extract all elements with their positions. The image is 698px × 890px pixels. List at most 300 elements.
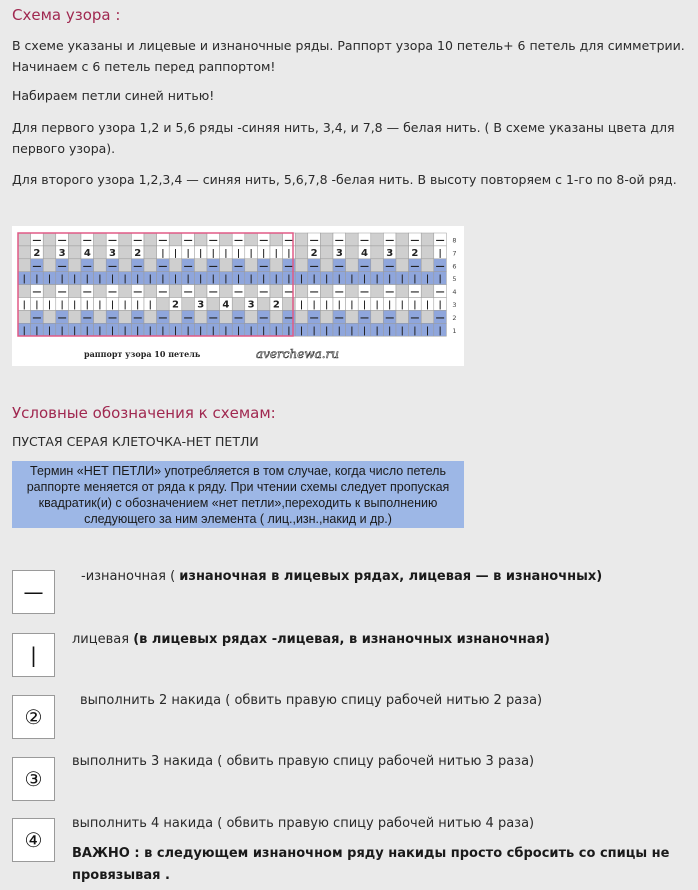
- stitch-mark: —: [259, 261, 269, 272]
- stitch-mark: —: [435, 235, 445, 246]
- stitch-mark: |: [413, 274, 417, 285]
- stitch-mark: —: [158, 313, 168, 324]
- stitch-mark: |: [47, 326, 52, 337]
- row-number: 3: [452, 301, 457, 309]
- stitch-mark: |: [173, 326, 178, 337]
- stitch-mark: —: [57, 235, 67, 246]
- stitch-mark: —: [435, 261, 445, 272]
- stitch-mark: |: [438, 326, 442, 337]
- row-number: 1: [452, 326, 457, 335]
- chart-cell: [169, 259, 182, 272]
- stitch-mark: |: [249, 248, 253, 259]
- chart-cell: [68, 233, 81, 246]
- stitch-mark: |: [337, 300, 341, 311]
- stitch-mark: —: [309, 235, 319, 246]
- stitch-mark: |: [161, 326, 165, 337]
- stitch-mark: |: [73, 326, 77, 337]
- stitch-mark: —: [183, 235, 193, 246]
- stitch-mark: |: [325, 274, 329, 285]
- stitch-mark: |: [262, 326, 266, 337]
- row-number: 4: [452, 288, 457, 296]
- legend-yarn-over-4: выполнить 4 накида ( обвить правую спицу рабочей нитью 4 раза): [72, 816, 535, 831]
- stitch-mark: —: [108, 261, 117, 272]
- yarn-over-mark: 3: [386, 247, 394, 259]
- stitch-mark: |: [60, 274, 64, 285]
- row-number: 6: [452, 262, 457, 271]
- yarn-over-3-icon: ③: [12, 757, 55, 801]
- chart-cell: [245, 285, 258, 298]
- yarn-over-mark: 2: [33, 247, 41, 259]
- stitch-mark: |: [299, 300, 304, 311]
- stitch-mark: —: [208, 287, 218, 298]
- chart-cell: [119, 233, 132, 246]
- stitch-mark: |: [85, 274, 89, 285]
- stitch-mark: |: [249, 274, 253, 285]
- row-number: 8: [452, 236, 457, 245]
- stitch-mark: —: [259, 235, 269, 246]
- stitch-mark: |: [73, 300, 77, 311]
- chart-cell: [245, 259, 258, 272]
- stitch-mark: |: [262, 248, 266, 259]
- chart-cell: [346, 310, 359, 323]
- yarn-over-mark: 2: [172, 299, 179, 311]
- stitch-mark: |: [274, 274, 278, 285]
- stitch-mark: |: [375, 300, 379, 311]
- stitch-mark: —: [234, 313, 243, 324]
- chart-cell: [144, 285, 157, 298]
- stitch-mark: —: [108, 287, 117, 298]
- stitch-mark: |: [438, 274, 442, 285]
- chart-cell: [257, 298, 270, 311]
- chart-cell: [232, 298, 245, 311]
- stitch-mark: |: [312, 326, 316, 337]
- stitch-mark: |: [35, 274, 39, 285]
- chart-cell: [220, 310, 233, 323]
- yarn-over-2-icon: ②: [12, 695, 55, 739]
- chart-cell: [396, 233, 409, 246]
- stitch-mark: |: [312, 274, 316, 285]
- chart-cell: [68, 285, 81, 298]
- chart-cell: [270, 310, 283, 323]
- legend-knit-text: лицевая: [72, 632, 134, 647]
- stitch-mark: |: [236, 274, 241, 285]
- chart-cell: [194, 285, 207, 298]
- chart-cell: [144, 259, 157, 272]
- stitch-mark: |: [173, 274, 178, 285]
- stitch-mark: —: [259, 313, 269, 324]
- chart-cell: [421, 233, 434, 246]
- stitch-mark: |: [199, 274, 203, 285]
- legend-yarn-over-3: выполнить 3 накида ( обвить правую спицу рабочей нитью 3 раза): [72, 754, 535, 769]
- chart-cell: [18, 259, 31, 272]
- chart-cell: [421, 259, 434, 272]
- stitch-mark: |: [148, 326, 152, 337]
- chart-cell: [144, 233, 157, 246]
- stitch-mark: |: [148, 300, 152, 311]
- stitch-mark: |: [388, 326, 392, 337]
- stitch-mark: —: [284, 261, 294, 272]
- legend-knit-bold: (в лицевых рядах -лицевая, в изнаночных изнаночная): [133, 632, 550, 647]
- stitch-mark: |: [110, 300, 115, 311]
- chart-cell: [295, 259, 308, 272]
- stitch-mark: —: [309, 313, 319, 324]
- chart-cell: [396, 310, 409, 323]
- stitch-mark: |: [262, 274, 266, 285]
- chart-cell: [295, 246, 308, 259]
- stitch-mark: |: [362, 274, 367, 285]
- stitch-mark: —: [133, 235, 143, 246]
- chart-cell: [194, 259, 207, 272]
- stitch-mark: |: [136, 274, 140, 285]
- stitch-mark: |: [199, 326, 203, 337]
- chart-cell: [43, 310, 56, 323]
- stitch-mark: —: [410, 287, 420, 298]
- stitch-mark: —: [108, 235, 117, 246]
- stitch-mark: |: [299, 326, 304, 337]
- stitch-mark: |: [60, 300, 64, 311]
- row-number: 2: [452, 313, 457, 322]
- yarn-over-mark: 3: [247, 299, 255, 311]
- stitch-mark: |: [161, 248, 165, 259]
- stitch-mark: —: [108, 313, 117, 324]
- stitch-mark: |: [173, 248, 178, 259]
- yarn-over-mark: 4: [361, 247, 368, 259]
- stitch-mark: —: [32, 235, 42, 246]
- chart-cell: [320, 285, 333, 298]
- chart-cell: [371, 259, 384, 272]
- yarn-over-mark: 2: [134, 247, 142, 259]
- chart-cell: [68, 259, 81, 272]
- stitch-mark: |: [60, 326, 64, 337]
- stitch-mark: |: [186, 248, 190, 259]
- stitch-mark: |: [325, 326, 329, 337]
- important-warning: ВАЖНО : в следующем изнаночном ряду накиды просто сбросить со спицы не провязывая .: [72, 846, 670, 883]
- stitch-mark: |: [136, 326, 140, 337]
- stitch-mark: |: [224, 274, 228, 285]
- chart-cell: [396, 285, 409, 298]
- stitch-mark: |: [337, 274, 341, 285]
- stitch-mark: |: [110, 274, 115, 285]
- rapport-label: раппорт узора 10 петель: [84, 349, 201, 359]
- stitch-mark: —: [57, 261, 67, 272]
- chart-cell: [182, 298, 195, 311]
- stitch-mark: |: [413, 300, 417, 311]
- chart-cell: [270, 259, 283, 272]
- stitch-mark: |: [350, 274, 354, 285]
- legend-purl: [81, 566, 602, 588]
- stitch-mark: |: [236, 326, 241, 337]
- stitch-mark: |: [362, 326, 367, 337]
- knitting-chart-svg: [12, 226, 464, 366]
- paragraph-cast-on: Набираем петли синей нитью!: [12, 88, 215, 103]
- stitch-mark: |: [274, 326, 278, 337]
- stitch-mark: |: [236, 248, 241, 259]
- yarn-over-mark: 2: [310, 247, 318, 259]
- stitch-mark: |: [337, 326, 341, 337]
- stitch-mark: —: [360, 287, 369, 298]
- chart-cell: [18, 285, 31, 298]
- legend-title: Условные обозначения к схемам:: [12, 404, 276, 422]
- yarn-over-mark: 2: [411, 247, 419, 259]
- knit-icon: |: [12, 633, 55, 677]
- stitch-mark: —: [435, 313, 445, 324]
- paragraph-first-pattern: Для первого узора 1,2 и 5,6 ряды -синяя нить, 3,4, и 7,8 — белая нить. ( В схеме указаны цвета для первого узора).: [12, 120, 675, 156]
- stitch-mark: |: [186, 274, 190, 285]
- stitch-mark: |: [438, 248, 442, 259]
- stitch-mark: —: [32, 313, 42, 324]
- chart-cell: [119, 285, 132, 298]
- stitch-mark: —: [284, 313, 294, 324]
- watermark: averchewa.ru: [256, 347, 340, 361]
- stitch-mark: |: [425, 326, 430, 337]
- stitch-mark: |: [362, 300, 367, 311]
- paragraph-rapport: В схеме указаны и лицевые и изнаночные ряды. Раппорт узора 10 петель+ 6 петель для симметрии. Начинаем с 6 петель перед раппортом!: [12, 38, 685, 74]
- paragraph-second-pattern: Для второго узора 1,2,3,4 — синяя нить, 5,6,7,8 -белая нить. В высоту повторяем с 1-го по 8-ой ряд.: [12, 172, 677, 187]
- chart-cell: [94, 246, 107, 259]
- stitch-mark: —: [82, 261, 92, 272]
- stitch-mark: —: [158, 261, 168, 272]
- chart-cell: [43, 233, 56, 246]
- stitch-mark: —: [360, 261, 369, 272]
- chart-cell: [371, 310, 384, 323]
- stitch-mark: —: [208, 261, 218, 272]
- chart-cell: [396, 259, 409, 272]
- empty-cell-description: ПУСТАЯ СЕРАЯ КЛЕТОЧКА-НЕТ ПЕТЛИ: [12, 434, 259, 449]
- stitch-mark: |: [287, 326, 291, 337]
- stitch-mark: |: [375, 326, 379, 337]
- section-title: Схема узора :: [12, 6, 121, 24]
- row-number: 7: [452, 249, 457, 258]
- stitch-mark: —: [133, 313, 143, 324]
- stitch-mark: |: [35, 326, 39, 337]
- chart-cell: [169, 233, 182, 246]
- stitch-mark: |: [123, 326, 127, 337]
- yarn-over-4-icon: ④: [12, 818, 55, 862]
- chart-cell: [346, 246, 359, 259]
- stitch-mark: —: [82, 235, 92, 246]
- chart-cell: [346, 259, 359, 272]
- stitch-mark: |: [413, 326, 417, 337]
- yarn-over-mark: 3: [335, 247, 343, 259]
- stitch-mark: |: [186, 326, 190, 337]
- stitch-mark: —: [435, 287, 445, 298]
- chart-cell: [421, 246, 434, 259]
- chart-cell: [320, 246, 333, 259]
- chart-cell: [119, 310, 132, 323]
- stitch-mark: —: [133, 261, 143, 272]
- chart-cell: [295, 233, 308, 246]
- stitch-mark: —: [309, 287, 319, 298]
- knitting-chart: [12, 226, 464, 366]
- stitch-mark: |: [148, 274, 152, 285]
- chart-cell: [43, 259, 56, 272]
- legend-yarn-over-2: выполнить 2 накида ( обвить правую спицу рабочей нитью 2 раза): [80, 693, 543, 708]
- chart-cell: [220, 285, 233, 298]
- stitch-mark: —: [410, 261, 420, 272]
- chart-cell: [270, 285, 283, 298]
- chart-cell: [94, 310, 107, 323]
- chart-cell: [346, 285, 359, 298]
- stitch-mark: —: [32, 287, 42, 298]
- chart-cell: [157, 298, 170, 311]
- stitch-mark: |: [211, 274, 215, 285]
- yarn-over-mark: 2: [272, 299, 280, 311]
- stitch-mark: |: [249, 326, 253, 337]
- row-number: 5: [452, 275, 457, 284]
- stitch-mark: —: [183, 287, 193, 298]
- stitch-mark: |: [350, 300, 354, 311]
- stitch-mark: |: [400, 274, 404, 285]
- stitch-mark: —: [385, 261, 395, 272]
- stitch-mark: |: [161, 274, 165, 285]
- chart-cell: [421, 285, 434, 298]
- stitch-mark: |: [425, 300, 430, 311]
- legend-purl-bold: изнаночная в лицевых рядах, лицевая — в изнаночных): [179, 569, 603, 584]
- stitch-mark: —: [208, 235, 218, 246]
- chart-cell: [194, 233, 207, 246]
- chart-cell: [68, 246, 81, 259]
- stitch-mark: —: [334, 235, 344, 246]
- chart-cell: [18, 246, 31, 259]
- chart-cell: [320, 310, 333, 323]
- stitch-mark: |: [123, 300, 127, 311]
- chart-cell: [270, 233, 283, 246]
- stitch-mark: —: [410, 235, 420, 246]
- stitch-mark: |: [98, 300, 102, 311]
- chart-cell: [371, 246, 384, 259]
- stitch-mark: —: [208, 313, 218, 324]
- stitch-mark: |: [136, 300, 140, 311]
- stitch-mark: |: [312, 300, 316, 311]
- stitch-mark: |: [425, 274, 430, 285]
- chart-cell: [207, 298, 220, 311]
- yarn-over-mark: 4: [83, 247, 91, 259]
- stitch-mark: |: [388, 274, 392, 285]
- stitch-mark: —: [82, 313, 92, 324]
- stitch-mark: —: [309, 261, 319, 272]
- stitch-mark: —: [410, 313, 420, 324]
- stitch-mark: —: [334, 313, 344, 324]
- yarn-over-mark: 3: [58, 247, 66, 259]
- stitch-mark: |: [400, 300, 404, 311]
- chart-cell: [94, 285, 107, 298]
- chart-cell: [295, 310, 308, 323]
- stitch-mark: |: [22, 274, 26, 285]
- stitch-mark: —: [234, 287, 243, 298]
- stitch-mark: —: [284, 287, 294, 298]
- stitch-mark: |: [22, 300, 26, 311]
- chart-cell: [396, 246, 409, 259]
- stitch-mark: —: [158, 235, 168, 246]
- chart-cell: [144, 246, 157, 259]
- stitch-mark: —: [158, 287, 168, 298]
- yarn-over-mark: 3: [109, 247, 116, 259]
- stitch-mark: |: [375, 274, 379, 285]
- stitch-mark: —: [360, 235, 369, 246]
- chart-cell: [220, 233, 233, 246]
- stitch-mark: |: [85, 300, 89, 311]
- chart-cell: [371, 285, 384, 298]
- chart-cell: [194, 310, 207, 323]
- stitch-mark: |: [73, 274, 77, 285]
- stitch-mark: |: [211, 248, 215, 259]
- stitch-mark: —: [57, 313, 67, 324]
- yarn-over-mark: 4: [222, 299, 230, 311]
- stitch-mark: —: [32, 261, 42, 272]
- yarn-over-mark: 3: [197, 299, 205, 311]
- stitch-mark: —: [284, 235, 294, 246]
- stitch-mark: |: [274, 248, 278, 259]
- legend-purl-text: -изнаночная (: [81, 569, 180, 584]
- stitch-mark: |: [98, 326, 102, 337]
- stitch-mark: |: [287, 248, 291, 259]
- stitch-mark: |: [211, 326, 215, 337]
- stitch-mark: |: [388, 300, 392, 311]
- stitch-mark: |: [110, 326, 115, 337]
- chart-cell: [18, 233, 31, 246]
- stitch-mark: |: [199, 248, 203, 259]
- chart-cell: [371, 233, 384, 246]
- stitch-mark: |: [299, 274, 304, 285]
- stitch-mark: |: [325, 300, 329, 311]
- stitch-mark: —: [183, 261, 193, 272]
- stitch-mark: |: [98, 274, 102, 285]
- stitch-mark: —: [334, 261, 344, 272]
- stitch-mark: —: [385, 235, 395, 246]
- chart-cell: [295, 285, 308, 298]
- chart-cell: [94, 233, 107, 246]
- stitch-mark: |: [224, 326, 228, 337]
- chart-cell: [43, 285, 56, 298]
- stitch-mark: |: [123, 274, 127, 285]
- stitch-mark: |: [35, 300, 39, 311]
- chart-cell: [119, 259, 132, 272]
- chart-cell: [68, 310, 81, 323]
- purl-icon: —: [12, 570, 55, 614]
- stitch-mark: —: [234, 235, 243, 246]
- stitch-mark: —: [183, 313, 193, 324]
- chart-cell: [220, 259, 233, 272]
- stitch-mark: |: [400, 326, 404, 337]
- chart-cell: [346, 233, 359, 246]
- stitch-mark: —: [385, 287, 395, 298]
- chart-cell: [144, 310, 157, 323]
- stitch-mark: —: [57, 287, 67, 298]
- stitch-mark: —: [82, 287, 92, 298]
- chart-cell: [94, 259, 107, 272]
- stitch-mark: |: [287, 274, 291, 285]
- chart-cell: [320, 233, 333, 246]
- stitch-mark: |: [350, 326, 354, 337]
- stitch-mark: |: [22, 326, 26, 337]
- stitch-mark: —: [334, 287, 344, 298]
- stitch-mark: —: [259, 287, 269, 298]
- stitch-mark: —: [133, 287, 143, 298]
- chart-cell: [421, 310, 434, 323]
- legend-knit: [72, 629, 550, 651]
- stitch-mark: —: [360, 313, 369, 324]
- chart-cell: [43, 246, 56, 259]
- stitch-mark: |: [224, 248, 228, 259]
- chart-cell: [119, 246, 132, 259]
- stitch-mark: |: [47, 274, 52, 285]
- stitch-mark: |: [438, 300, 442, 311]
- stitch-mark: —: [234, 261, 243, 272]
- chart-cell: [320, 259, 333, 272]
- chart-cell: [169, 310, 182, 323]
- stitch-mark: —: [385, 313, 395, 324]
- stitch-mark: |: [47, 300, 52, 311]
